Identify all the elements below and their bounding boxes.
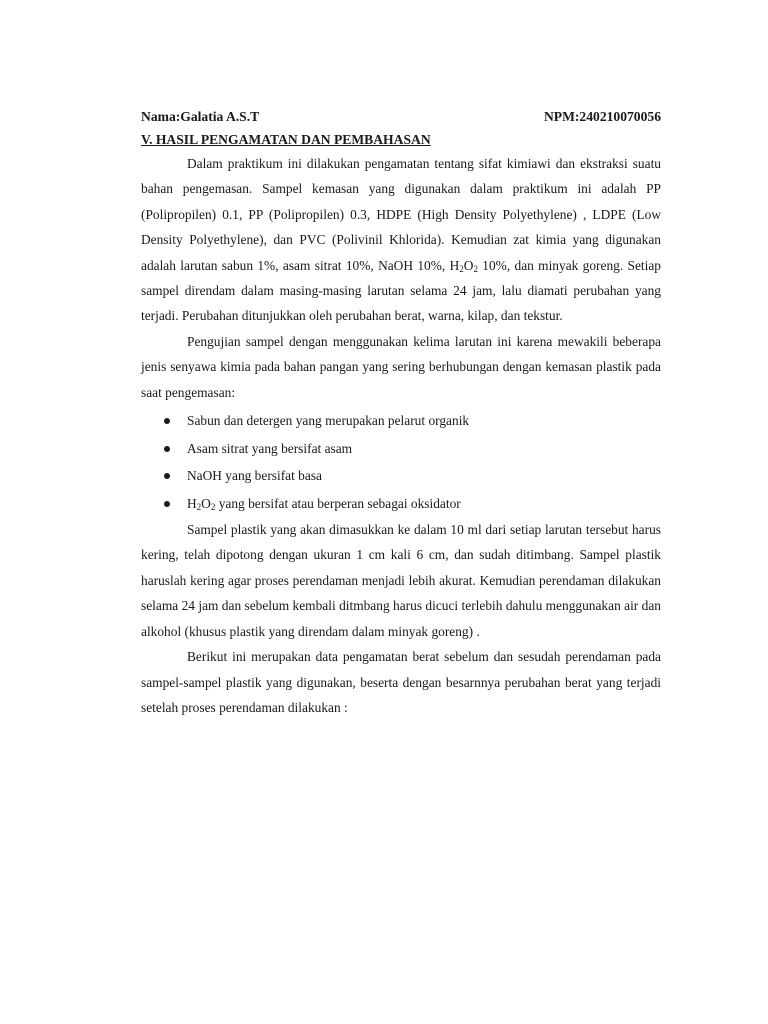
h2o2-sub-2: 2: [473, 263, 478, 274]
bullet-dot-icon: [164, 473, 170, 479]
h2o2-o: O: [463, 257, 474, 273]
h2o2-h: H: [449, 257, 460, 273]
h2o2-sub-2: 2: [210, 501, 216, 512]
bullet-4-rest: yang bersifat atau berperan sebagai oksidator: [215, 495, 461, 511]
paragraph-2: Pengujian sampel dengan menggunakan kelima larutan ini karena mewakili beberapa jenis senyawa kimia pada bahan pangan yang sering berhubungan dengan kemasan plastik pada saat pengemasan:: [141, 333, 661, 400]
paragraph-3: Sampel plastik yang akan dimasukkan ke dalam 10 ml dari setiap larutan tersebut harus kering, telah dipotong dengan ukuran 1 cm kali 6 cm, dan sudah ditimbang. Sampel plastik haruslah kering agar proses perendaman menjadi lebih akurat. Kemudian perendaman dilakukan selama 24 jam dan sebelum kembali ditmbang harus dicuci terlebih dahulu menggunakan air dan alkohol (khusus plastik yang direndam dalam minyak goreng) .: [141, 522, 661, 639]
bullet-dot-icon: [164, 446, 170, 452]
list-item: [141, 462, 661, 490]
bullet-dot-icon: [164, 501, 170, 507]
section-title: V. HASIL PENGAMATAN DAN PEMBAHASAN: [141, 132, 431, 147]
list-item: [141, 490, 661, 518]
paragraph-1-text-b: 10%, dan minyak goreng. Setiap sampel direndam dalam masing-masing larutan selama 24 jam, lalu diamati perubahan yang terjadi. Perubahan ditunjukkan oleh perubahan berat, warna, kilap, dan tekstur.: [141, 257, 661, 324]
list-item: [141, 407, 661, 435]
h2o2-o: O: [201, 495, 211, 511]
bullet-list: [141, 407, 661, 517]
h2o2-sub-1: 2: [459, 263, 464, 274]
list-item-text: [187, 496, 461, 511]
paragraph-1: [141, 151, 661, 329]
list-item-text: NaOH yang bersifat basa: [187, 468, 322, 484]
h2o2-sub-1: 2: [196, 501, 202, 512]
paragraph-4: Berikut ini merupakan data pengamatan berat sebelum dan sesudah perendaman pada sampel-sampel plastik yang digunakan, beserta dengan besarnnya perubahan berat yang terjadi setelah proses perendaman dilakukan :: [141, 649, 661, 715]
h2o2-formula: [450, 258, 478, 273]
student-name: Nama:Galatia A.S.T: [141, 109, 260, 124]
list-item-text: Asam sitrat yang bersifat asam: [187, 440, 353, 456]
h2o2-h: H: [187, 495, 197, 511]
header-row: [141, 104, 661, 129]
bullet-dot-icon: [164, 418, 170, 424]
student-npm: NPM:240210070056: [543, 109, 661, 124]
list-item-text: Sabun dan detergen yang merupakan pelarut organik: [187, 413, 470, 429]
list-item: [141, 435, 661, 463]
document-page: [141, 104, 661, 720]
paragraph-1-text-a: Dalam praktikum ini dilakukan pengamatan tentang sifat kimiawi dan ekstraksi suatu bahan pengemasan. Sampel kemasan yang digunakan dalam praktikum ini adalah PP (Polipropilen) 0.1, PP (Polipropilen) 0.3, HDPE (High Density Polyethylene) , LDPE (Low Density Polyethylene), dan PVC (Polivinil Khlorida). Kemudian zat kimia yang digunakan adalah larutan sabun 1%, asam sitrat 10%, NaOH 10%,: [141, 156, 661, 273]
